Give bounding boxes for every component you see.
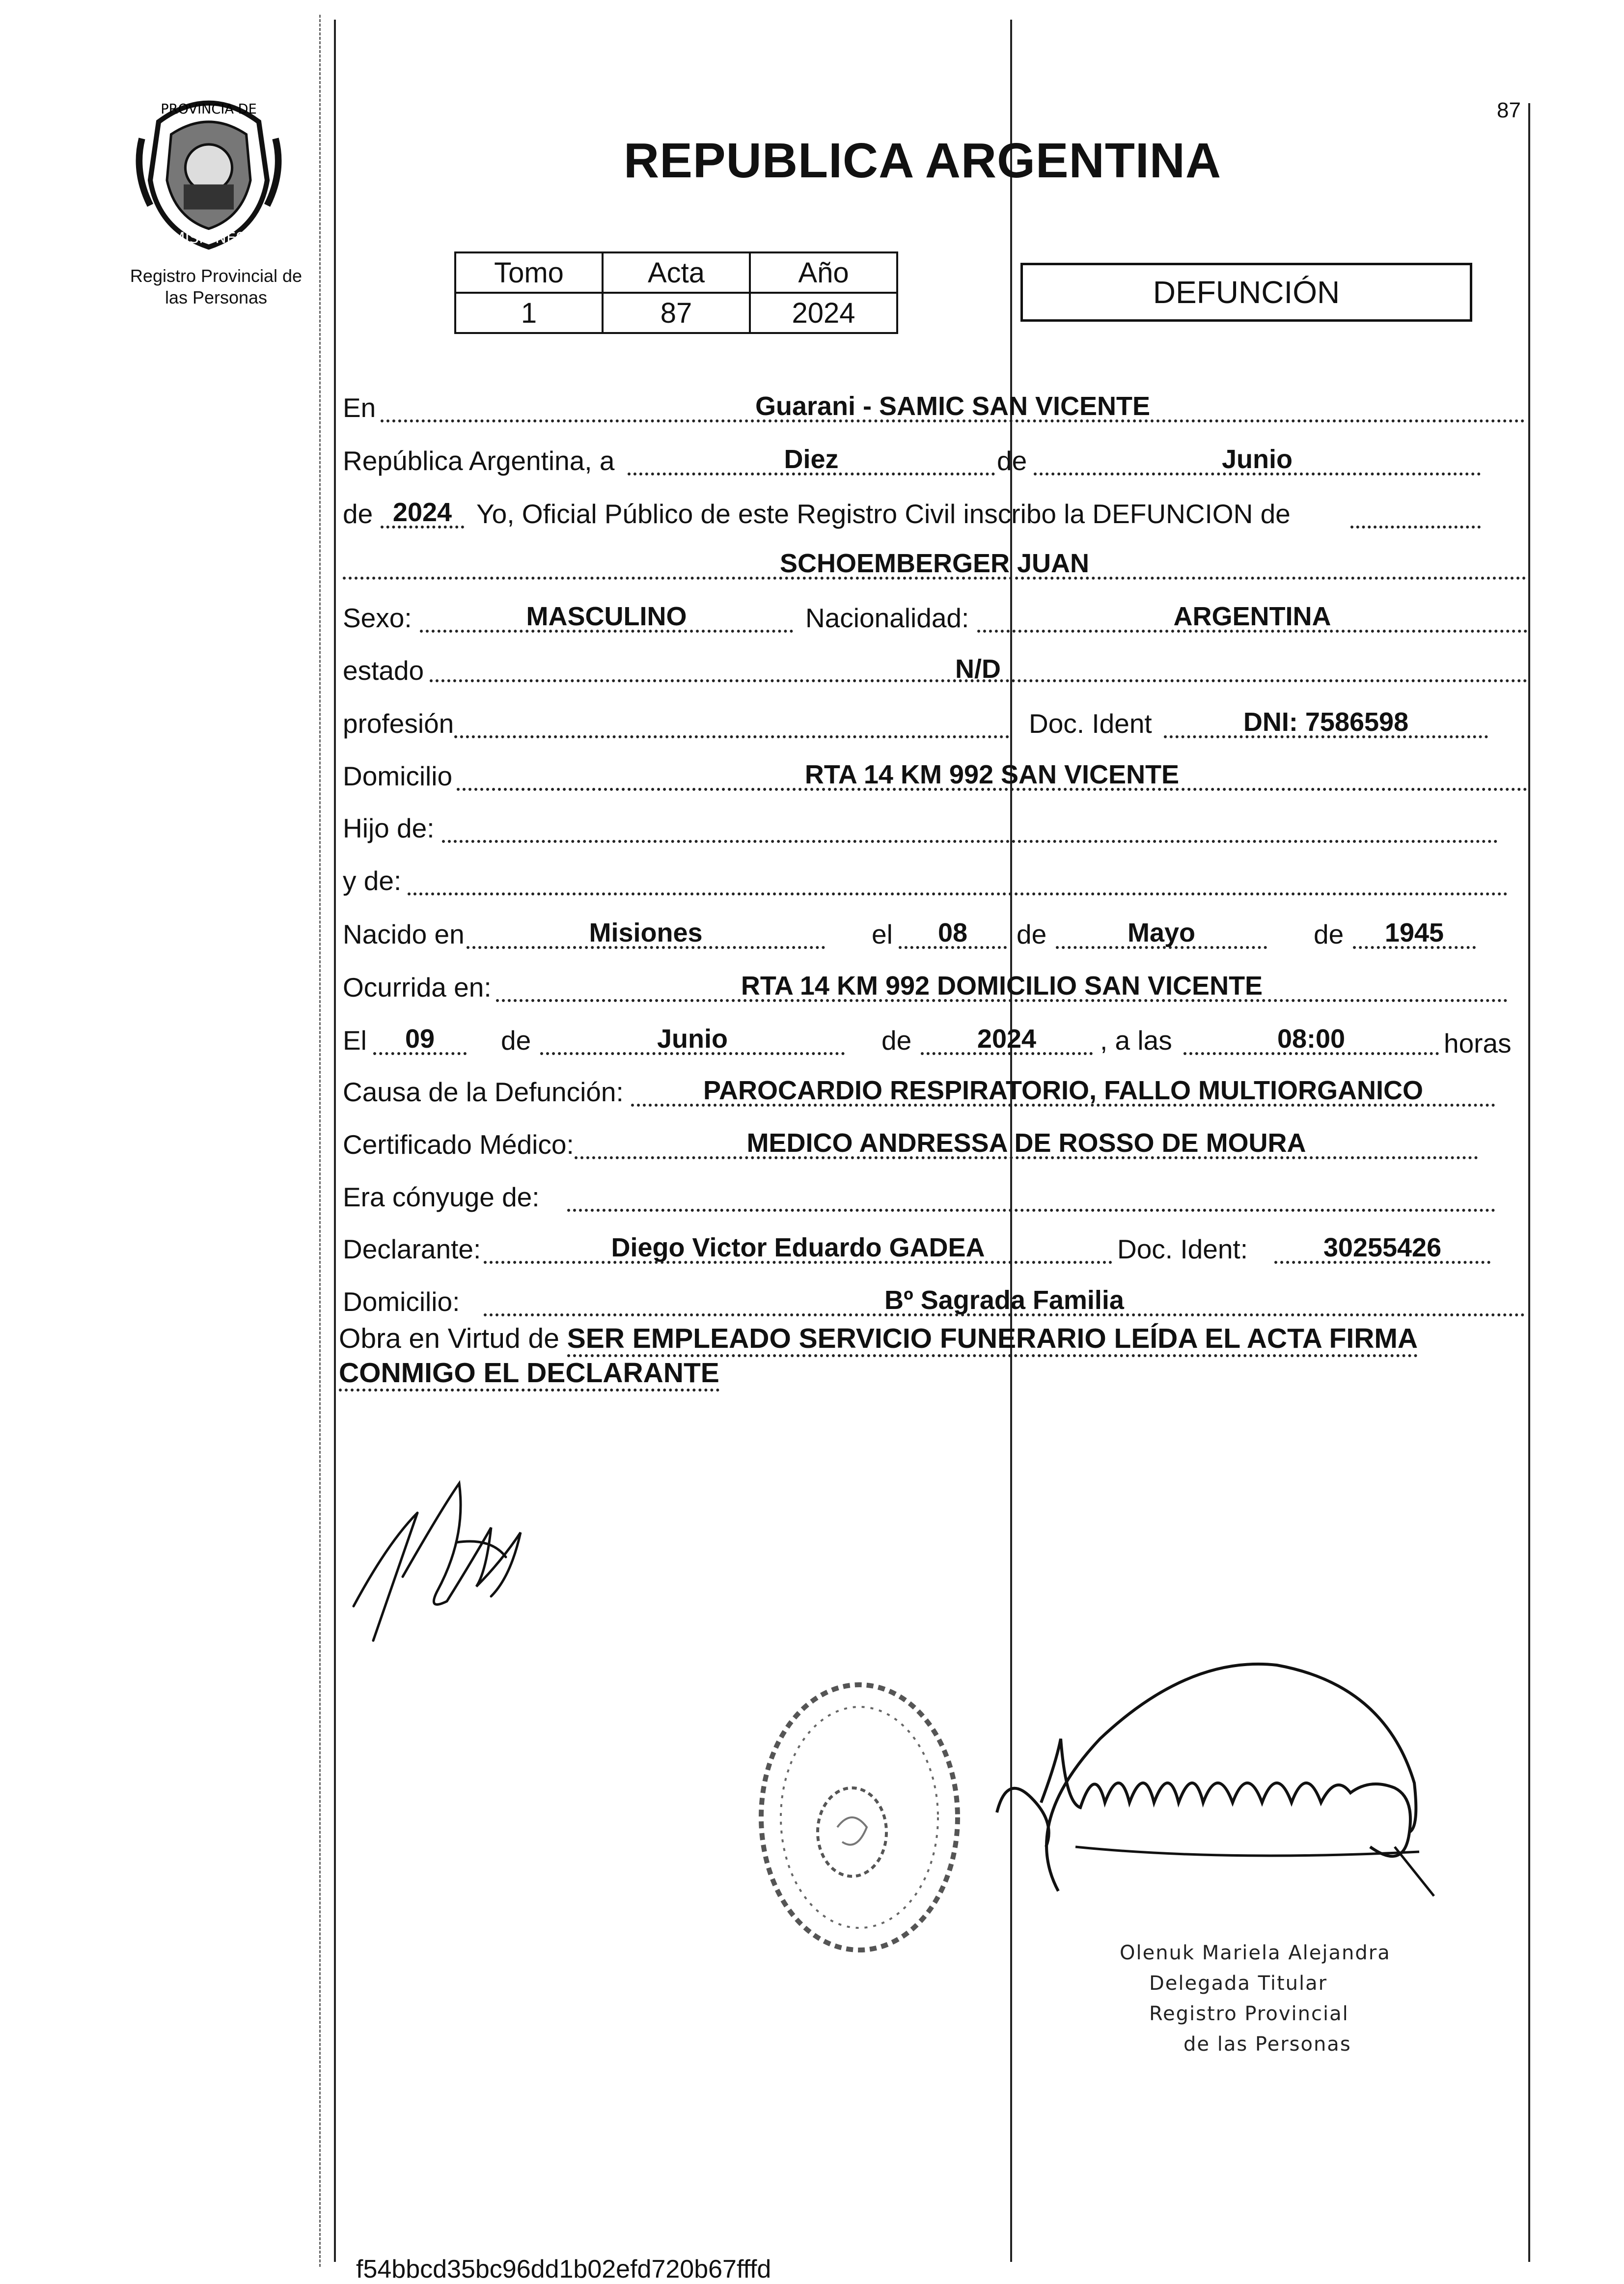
deceased-name-field: SCHOEMBERGER JUAN [343,548,1526,580]
causa-label: Causa de la Defunción: [343,1077,624,1107]
conyuge-label: Era cónyuge de: [343,1182,540,1212]
doc-field: DNI: 7586598 [1164,707,1488,738]
record-ids-table [454,251,898,334]
muerte-anio-field: 2024 [921,1024,1093,1055]
row-declarante [339,1220,1527,1273]
doc-label: Doc. Ident [1029,708,1152,739]
nacido-dia-field: 08 [899,918,1007,949]
logo-text-top: PROVINCIA DE [161,102,257,117]
a-las-label: , a las [1100,1025,1172,1056]
declarante-doc-label: Doc. Ident: [1117,1234,1248,1264]
row-estado [339,641,1527,694]
ocurrida-field: RTA 14 KM 992 DOMICILIO SAN VICENTE [496,971,1508,1002]
year-field: 2024 [381,497,464,529]
record-ids-value-row [455,293,897,333]
row-domicilio-declarante [339,1272,1527,1325]
el-label: el [872,919,893,949]
certificado-field: MEDICO ANDRESSA DE ROSSO DE MOURA [575,1128,1478,1159]
ocurrida-label: Ocurrida en: [343,972,492,1003]
profesion-field [454,707,1009,738]
muerte-de1-label: de [501,1025,531,1056]
document-hash: f54bbcd35bc96dd1b02efd720b67fffd [356,2255,771,2284]
row-name [339,535,1527,588]
sexo-label: Sexo: [343,603,412,633]
record-ids-header-row [455,252,897,293]
left-dashed-edge [319,15,321,2267]
signatory-title: Delegada Titular [1149,1972,1328,1995]
logo-text-bottom: MISIONES [172,229,246,247]
row-year [339,484,1527,537]
signatory-block [1120,1938,1434,2060]
nacido-mes-field: Mayo [1056,918,1267,949]
left-margin-line [334,20,336,2262]
day-text-field: Diez [628,444,995,475]
row-profesion [339,694,1527,747]
de-year-label: de [343,499,373,529]
declarant-signature [344,1464,599,1675]
en-label: En [343,392,376,423]
official-stamp [742,1670,977,1975]
conyuge-field [567,1180,1495,1212]
muerte-dia-field: 09 [373,1024,467,1055]
nacido-label: Nacido en [343,919,465,949]
obra-label: Obra en Virtud de [339,1323,559,1354]
yde-label: y de: [343,865,402,896]
nacionalidad-field: ARGENTINA [977,601,1527,633]
record-type-box: DEFUNCIÓN [1020,263,1472,322]
yde-field [408,864,1508,895]
nacido-lugar-field: Misiones [467,918,825,949]
muerte-de2-label: de [881,1025,912,1056]
hijo-field [442,811,1498,843]
row-conyuge [339,1168,1527,1221]
muerte-mes-field: Junio [540,1024,845,1055]
nacido-anio-field: 1945 [1353,918,1476,949]
acta-header: Acta [603,252,750,293]
row-domicilio [339,747,1527,800]
domicilio2-label: Domicilio: [343,1286,460,1317]
row-nacido [339,905,1527,958]
declarante-label: Declarante: [343,1234,481,1264]
domicilio-label: Domicilio [343,761,453,791]
signatory-office-2: de las Personas [1184,2033,1351,2056]
row-yde [339,851,1527,904]
horas-label: horas [1444,1028,1512,1058]
domicilio-field: RTA 14 KM 992 SAN VICENTE [457,759,1527,791]
profesion-label: profesión [343,708,454,739]
nacionalidad-label: Nacionalidad: [805,603,969,633]
right-margin-line [1528,103,1530,2262]
tomo-header: Tomo [455,252,603,293]
row-ocurrida [339,958,1527,1011]
nacido-de1-label: de [1017,919,1047,949]
row-causa [339,1062,1527,1115]
nacido-de2-label: de [1314,919,1344,949]
estado-label: estado [343,655,424,686]
province-seal-logo [125,88,292,255]
anio-header: Año [750,252,897,293]
place-field: Guarani - SAMIC SAN VICENTE [381,391,1525,422]
certificado-label: Certificado Médico: [343,1129,574,1160]
row-hijo [339,799,1527,852]
obra-en-virtud [339,1321,1527,1390]
inscribo-blank [1350,497,1481,529]
org-line-2: las Personas [165,287,268,307]
org-line-1: Registro Provincial de [130,266,303,286]
acta-value: 87 [603,293,750,333]
inscribo-text: Yo, Oficial Público de este Registro Civil inscribo la DEFUNCION de [476,499,1291,529]
page-number: 87 [1497,98,1521,122]
row-place [339,378,1527,431]
tomo-value: 1 [455,293,603,333]
row-fecha-muerte [339,1011,1527,1064]
row-certificado [339,1115,1527,1168]
official-signature [977,1616,1468,1950]
signatory-name: Olenuk Mariela Alejandra [1120,1942,1391,1964]
month-field: Junio [1034,444,1481,475]
row-sex-nationality [339,588,1527,641]
hora-field: 08:00 [1184,1024,1439,1055]
page-title: REPUBLICA ARGENTINA [624,133,1222,188]
de-label: de [997,446,1027,476]
obra-line-2: CONMIGO EL DECLARANTE [339,1357,719,1392]
domicilio2-field: Bº Sagrada Familia [484,1285,1525,1316]
causa-field: PAROCARDIO RESPIRATORIO, FALLO MULTIORGANICO [631,1075,1495,1107]
obra-line-1: SER EMPLEADO SERVICIO FUNERARIO LEÍDA EL ACTA FIRMA [567,1323,1418,1357]
hijo-label: Hijo de: [343,813,435,843]
sexo-field: MASCULINO [420,601,793,633]
row-date [339,431,1527,484]
estado-field: N/D [430,654,1527,682]
declarante-doc-field: 30255426 [1274,1232,1490,1264]
anio-value: 2024 [750,293,897,333]
issuing-organization [113,265,319,308]
signatory-office: Registro Provincial [1149,2003,1349,2025]
declarante-field: Diego Victor Eduardo GADEA [484,1232,1112,1264]
republica-label: República Argentina, a [343,446,615,476]
el-muerte-label: El [343,1025,367,1056]
